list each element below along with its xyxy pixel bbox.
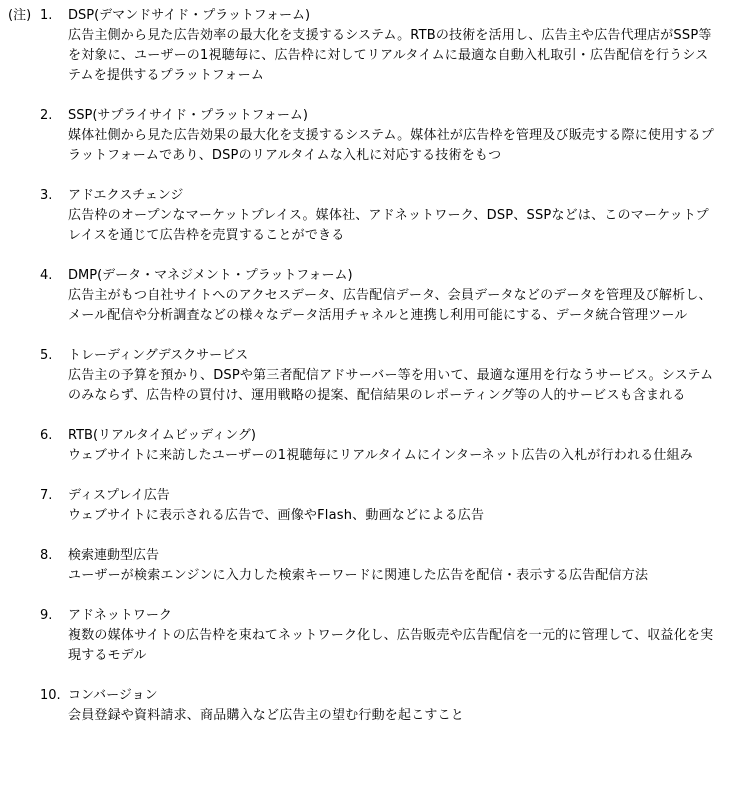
entry-definition: 会員登録や資料請求、商品購入など広告主の望む行動を起こすこと bbox=[68, 708, 465, 723]
entry-definition: 複数の媒体サイトの広告枠を束ねてネットワーク化し、広告販売や広告配信を一元的に管理して、収益化を実現するモデル bbox=[68, 628, 714, 663]
entry-definition: 広告枠のオープンなマーケットプレイス。媒体社、アドネットワーク、DSP、SSPなどは、このマーケットプレイスを通じて広告枠を売買することができる bbox=[68, 208, 709, 243]
entry-number: 10. bbox=[40, 688, 61, 703]
entry-number: 5. bbox=[40, 348, 53, 363]
entry-term: ディスプレイ広告 bbox=[68, 488, 170, 503]
entry-definition: ユーザーが検索エンジンに入力した検索キーワードに関連した広告を配信・表示する広告配信方法 bbox=[68, 568, 649, 583]
entry-definition: 広告主がもつ自社サイトへのアクセスデータ、広告配信データ、会員データなどのデータを管理及び解析し、メール配信や分析調査などの様々なデータ活用チャネルと連携し利用可能にする、データ統合管理ツール bbox=[68, 288, 712, 323]
glossary-entry-trading-desk bbox=[40, 346, 730, 406]
entry-number: 7. bbox=[40, 488, 53, 503]
entry-number: 6. bbox=[40, 428, 53, 443]
entry-term: トレーディングデスクサービス bbox=[68, 348, 249, 363]
entry-definition: 広告主の予算を預かり、DSPや第三者配信アドサーバー等を用いて、最適な運用を行なうサービス。システムのみならず、広告枠の買付け、運用戦略の提案、配信結果のレポーティング等の人的サービスも含まれる bbox=[68, 368, 714, 403]
glossary-entry-display-ad bbox=[40, 486, 730, 526]
entry-number: 1. bbox=[40, 8, 53, 23]
entry-term: DMP(データ・マネジメント・プラットフォーム) bbox=[68, 268, 353, 283]
entry-term: アドエクスチェンジ bbox=[68, 188, 184, 203]
glossary-entry-ssp bbox=[40, 106, 730, 166]
entry-term: RTB(リアルタイムビッディング) bbox=[68, 428, 256, 443]
glossary-notes bbox=[0, 6, 730, 746]
entry-definition: 媒体社側から見た広告効果の最大化を支援するシステム。媒体社が広告枠を管理及び販売する際に使用するプラットフォームであり、DSPのリアルタイムな入札に対応する技術をもつ bbox=[68, 128, 714, 163]
note-mark: (注) bbox=[8, 8, 32, 23]
glossary-entry-rtb bbox=[40, 426, 730, 466]
entry-number: 9. bbox=[40, 608, 53, 623]
glossary-entry-ad-exchange bbox=[40, 186, 730, 246]
entry-number: 2. bbox=[40, 108, 53, 123]
glossary-entry-conversion bbox=[40, 686, 730, 726]
entry-definition: ウェブサイトに表示される広告で、画像やFlash、動画などによる広告 bbox=[68, 508, 485, 523]
entry-number: 3. bbox=[40, 188, 53, 203]
entry-term: SSP(サプライサイド・プラットフォーム) bbox=[68, 108, 308, 123]
entry-definition: 広告主側から見た広告効率の最大化を支援するシステム。RTBの技術を活用し、広告主や広告代理店がSSP等を対象に、ユーザーの1視聴毎に、広告枠に対してリアルタイムに最適な自動入札取引・広告配信を行うシステムを提供するプラットフォーム bbox=[68, 28, 712, 83]
glossary-entry-dsp bbox=[40, 6, 730, 86]
entry-number: 4. bbox=[40, 268, 53, 283]
entry-number: 8. bbox=[40, 548, 53, 563]
entry-term: コンバージョン bbox=[68, 688, 158, 703]
entry-definition: ウェブサイトに来訪したユーザーの1視聴毎にリアルタイムにインターネット広告の入札が行われる仕組み bbox=[68, 448, 693, 463]
entry-term: 検索連動型広告 bbox=[68, 548, 160, 563]
glossary-entry-dmp bbox=[40, 266, 730, 326]
entry-term: アドネットワーク bbox=[68, 608, 172, 623]
glossary-entry-search-ad bbox=[40, 546, 730, 586]
entry-term: DSP(デマンドサイド・プラットフォーム) bbox=[68, 8, 311, 23]
glossary-entry-ad-network bbox=[40, 606, 730, 666]
